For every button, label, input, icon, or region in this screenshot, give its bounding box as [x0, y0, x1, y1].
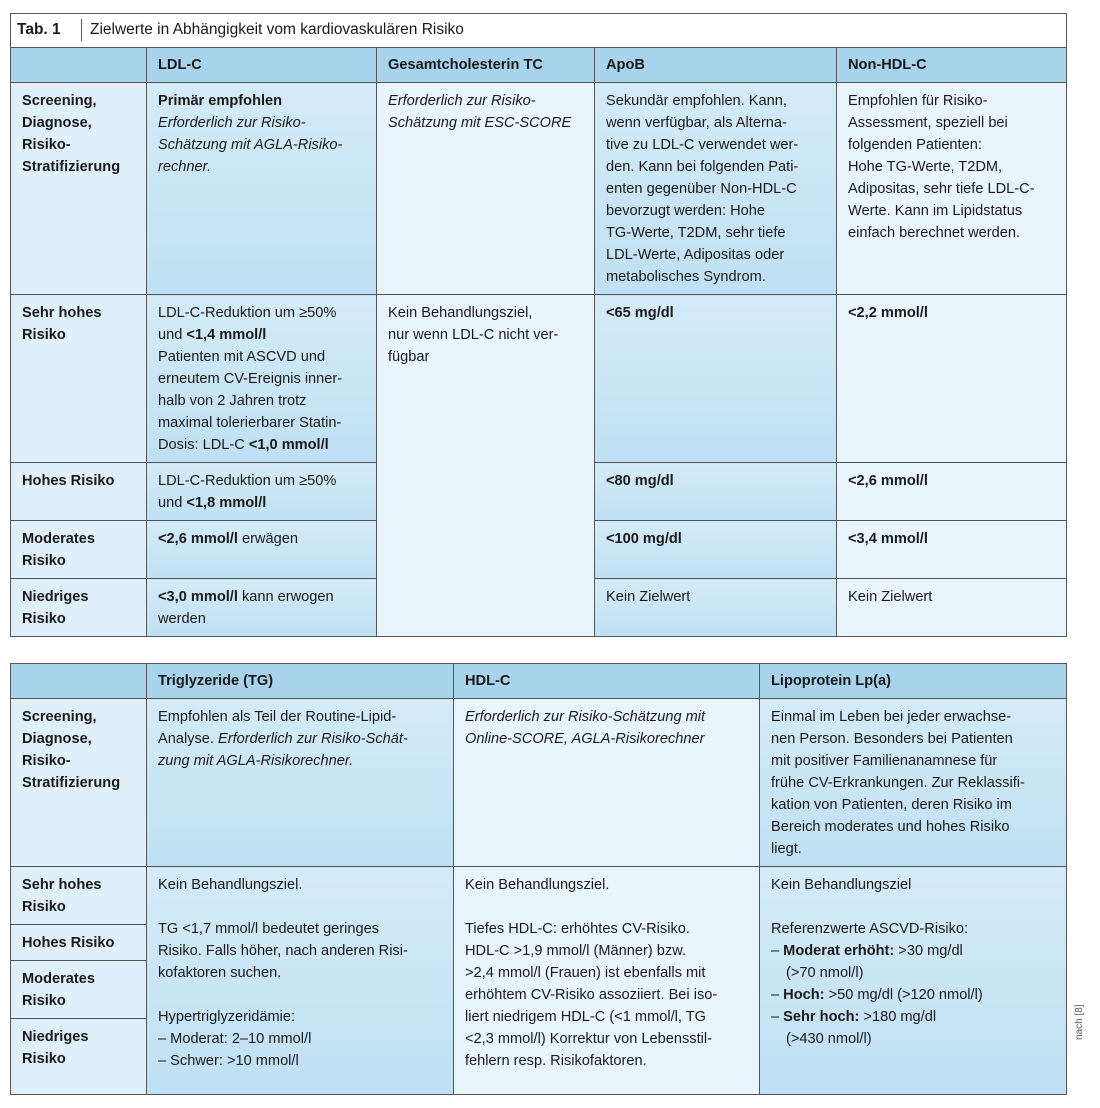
cell-high-ldl: LDL-C-Reduktion um ≥50% und <1,8 mmol/l	[147, 463, 377, 521]
cell-low-apob: Kein Zielwert	[595, 579, 837, 637]
table-caption	[11, 14, 1067, 48]
cell-screening-tg: Empfohlen als Teil der Routine-Lipid- Analyse. Erforderlich zur Risiko-Schät- zung mit AGLA-Risikorechner.	[147, 699, 454, 867]
table-row	[11, 867, 1067, 925]
row-label-low-risk: Niedriges Risiko	[11, 1019, 147, 1095]
cell-moderate-apob: <100 mg/dl	[595, 521, 837, 579]
header-lipoprotein-a: Lipoprotein Lp(a)	[760, 664, 1067, 699]
row-label-very-high-risk: Sehr hohes Risiko	[11, 867, 147, 925]
row-label-high-risk: Hohes Risiko	[11, 925, 147, 961]
cell-treatment-hdl: Kein Behandlungsziel. Tiefes HDL-C: erhöhtes CV-Risiko. HDL-C >1,9 mmol/l (Männer) bzw. >2,4 mmol/l (Frauen) ist ebenfalls mit erhöhtem CV-Risiko assoziiert. Bei iso- liert niedrigem HDL-C (<1 mmol/l, TG <2,3 mmol/l) Korrektur von Lebensstil- fehlern resp. Risikofaktoren.	[454, 867, 760, 1095]
cell-very-high-ldl: LDL-C-Reduktion um ≥50% und <1,4 mmol/l Patienten mit ASCVD und erneutem CV-Ereignis inner- halb von 2 Jahren trotz maximal tolerierbarer Statin- Dosis: LDL-C <1,0 mmol/l	[147, 295, 377, 463]
header-non-hdl-c: Non-HDL-C	[837, 48, 1067, 83]
table-title: Zielwerte in Abhängigkeit vom kardiovaskulären Risiko	[90, 21, 464, 38]
row-label-screening: Screening, Diagnose, Risiko- Stratifizierung	[11, 699, 147, 867]
header-empty	[11, 664, 147, 699]
header-hdl-c: HDL-C	[454, 664, 760, 699]
header-apob: ApoB	[595, 48, 837, 83]
table-row	[11, 295, 1067, 463]
lipid-parameters-table	[10, 663, 1067, 1095]
cell-screening-non-hdl: Empfohlen für Risiko- Assessment, speziell bei folgenden Patienten: Hohe TG-Werte, T2DM, Adipositas, sehr tiefe LDL-C- Werte. Kann im Lipidstatus einfach berechnet werden.	[837, 83, 1067, 295]
table-number: Tab. 1	[11, 19, 82, 41]
row-label-screening: Screening, Diagnose, Risiko- Stratifizierung	[11, 83, 147, 295]
source-note: nach [8]	[1074, 1004, 1085, 1040]
header-row	[11, 48, 1067, 83]
row-label-moderate-risk: Moderates Risiko	[11, 521, 147, 579]
cell-high-apob: <80 mg/dl	[595, 463, 837, 521]
cell-moderate-ldl: <2,6 mmol/l erwägen	[147, 521, 377, 579]
cell-screening-tc: Erforderlich zur Risiko- Schätzung mit ESC-SCORE	[377, 83, 595, 295]
cell-screening-hdl: Erforderlich zur Risiko-Schätzung mit Online-SCORE, AGLA-Risikorechner	[454, 699, 760, 867]
cell-moderate-non-hdl: <3,4 mmol/l	[837, 521, 1067, 579]
cell-high-non-hdl: <2,6 mmol/l	[837, 463, 1067, 521]
row-label-high-risk: Hohes Risiko	[11, 463, 147, 521]
cell-treatment-tc: Kein Behandlungsziel, nur wenn LDL-C nicht ver- fügbar	[377, 295, 595, 637]
cell-screening-apob: Sekundär empfohlen. Kann, wenn verfügbar, als Alterna- tive zu LDL-C verwendet wer- den. Kann bei folgenden Pati- enten gegenüber Non-HDL-C bevorzugt werden: Hohe TG-Werte, T2DM, sehr tiefe LDL-Werte, Adipositas oder metabolisches Syndrom.	[595, 83, 837, 295]
cell-screening-ldl: Primär empfohlen Erforderlich zur Risiko- Schätzung mit AGLA-Risiko- rechner.	[147, 83, 377, 295]
header-triglycerides: Triglyzeride (TG)	[147, 664, 454, 699]
cell-low-ldl: <3,0 mmol/l kann erwogen werden	[147, 579, 377, 637]
cell-treatment-tg: Kein Behandlungsziel. TG <1,7 mmol/l bedeutet geringes Risiko. Falls höher, nach anderen Risi- kofaktoren suchen. Hypertriglyzeridämie: – Moderat: 2–10 mmol/l – Schwer: >10 mmol/l	[147, 867, 454, 1095]
header-total-cholesterol: Gesamtcholesterin TC	[377, 48, 595, 83]
cell-low-non-hdl: Kein Zielwert	[837, 579, 1067, 637]
header-empty	[11, 48, 147, 83]
cell-screening-lpa: Einmal im Leben bei jeder erwachse- nen Person. Besonders bei Patienten mit positiver Familienanamnese für frühe CV-Erkrankungen. Zur Reklassifi- kation von Patienten, deren Risiko im Bereich moderates und hohes Risiko liegt.	[760, 699, 1067, 867]
cell-very-high-non-hdl: <2,2 mmol/l	[837, 295, 1067, 463]
row-label-moderate-risk: Moderates Risiko	[11, 961, 147, 1019]
table-row	[11, 83, 1067, 295]
table-row	[11, 699, 1067, 867]
header-row	[11, 664, 1067, 699]
target-values-table	[10, 13, 1067, 637]
cell-treatment-lpa: Kein Behandlungsziel Referenzwerte ASCVD-Risiko: – Moderat erhöht: >30 mg/dl (>70 nmol/l) – Hoch: >50 mg/dl (>120 nmol/l) – Sehr hoch: >180 mg/dl (>430 nmol/l)	[760, 867, 1067, 1095]
header-ldl-c: LDL-C	[147, 48, 377, 83]
row-label-very-high-risk: Sehr hohes Risiko	[11, 295, 147, 463]
row-label-low-risk: Niedriges Risiko	[11, 579, 147, 637]
cell-very-high-apob: <65 mg/dl	[595, 295, 837, 463]
